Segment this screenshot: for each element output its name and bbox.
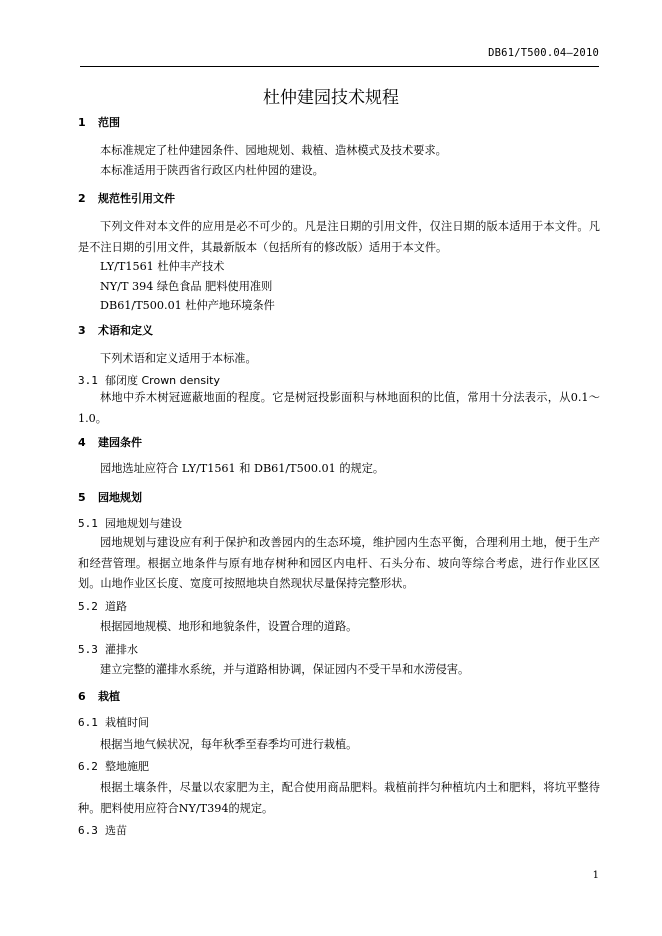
- paragraph: 根据当地气候状况，每年秋季至春季均可进行栽植。: [100, 738, 358, 751]
- subsection-3-1-heading: [78, 372, 220, 388]
- subsection-5-2-heading: [78, 598, 127, 614]
- paragraph: 下列文件对本文件的应用是必不可少的。凡是注日期的引用文件，仅注日期的版本适用于本文件。凡是不注日期的引用文件，其最新版本（包括所有的修改版）适用于本文件。: [78, 220, 600, 254]
- reference-item: NY/T 394 绿色食品 肥料使用准则: [100, 280, 273, 293]
- reference-item: DB61/T500.01 杜仲产地环境条件: [100, 299, 275, 312]
- standard-code: DB61/T500.04—2010: [488, 47, 599, 59]
- section-3-heading: [78, 322, 153, 338]
- subsection-title: 园地规划与建设: [105, 517, 182, 530]
- subsection-title: 选苗: [105, 824, 127, 837]
- subsection-number: 6.2: [78, 760, 98, 773]
- paragraph: 根据土壤条件，尽量以农家肥为主，配合使用商品肥料。栽植前拌匀种植坑内土和肥料，将坑平整待种。肥料使用应符合NY/T394的规定。: [78, 781, 600, 815]
- section-2-heading: [78, 190, 175, 206]
- section-title: 范围: [98, 116, 120, 129]
- subsection-number: 3.1: [78, 374, 98, 387]
- subsection-title: 道路: [105, 600, 127, 613]
- section-title: 术语和定义: [98, 324, 153, 337]
- subsection-number: 5.3: [78, 643, 98, 656]
- subsection-number: 5.1: [78, 517, 98, 530]
- subsection-title: 郁闭度 Crown density: [105, 374, 220, 387]
- section-number: 1: [78, 116, 86, 129]
- section-5-heading: [78, 489, 142, 505]
- section-title: 规范性引用文件: [98, 192, 175, 205]
- paragraph: 建立完整的灌排水系统，并与道路相协调，保证园内不受干旱和水涝侵害。: [100, 663, 470, 676]
- paragraph: 根据园地规模、地形和地貌条件，设置合理的道路。: [100, 620, 358, 633]
- paragraph: 本标准适用于陕西省行政区内杜仲园的建设。: [100, 164, 324, 177]
- subsection-6-3-heading: [78, 822, 127, 838]
- subsection-5-3-heading: [78, 641, 138, 657]
- page-number: 1: [592, 870, 599, 881]
- subsection-6-1-heading: [78, 714, 149, 730]
- section-title: 建园条件: [98, 436, 142, 449]
- section-number: 5: [78, 491, 86, 504]
- subsection-title: 整地施肥: [105, 760, 149, 773]
- subsection-title: 栽植时间: [105, 716, 149, 729]
- paragraph: 园地规划与建设应有利于保护和改善园内的生态环境，维护园内生态平衡，合理利用土地，便于生产和经营管理。根据立地条件与原有地存树种和园区内电杆、石头分布、坡向等综合考虑，进行作业区区划。山地作业区长度、宽度可按照地块自然现状尽量保持完整形状。: [78, 536, 600, 590]
- paragraph: 本标准规定了杜仲建园条件、园地规划、栽植、造林模式及技术要求。: [100, 144, 447, 157]
- subsection-number: 6.1: [78, 716, 98, 729]
- subsection-number: 5.2: [78, 600, 98, 613]
- section-4-heading: [78, 434, 142, 450]
- subsection-number: 6.3: [78, 824, 98, 837]
- section-number: 4: [78, 436, 86, 449]
- section-1-heading: [78, 114, 120, 130]
- section-number: 6: [78, 690, 86, 703]
- section-title: 栽植: [98, 690, 120, 703]
- section-number: 2: [78, 192, 86, 205]
- subsection-5-1-heading: [78, 515, 182, 531]
- section-title: 园地规划: [98, 491, 142, 504]
- header-rule: [80, 66, 599, 67]
- paragraph: 园地选址应符合 LY/T1561 和 DB61/T500.01 的规定。: [100, 462, 385, 475]
- section-number: 3: [78, 324, 86, 337]
- section-6-heading: [78, 688, 120, 704]
- subsection-6-2-heading: [78, 758, 149, 774]
- reference-item: LY/T1561 杜仲丰产技术: [100, 260, 225, 273]
- paragraph: 下列术语和定义适用于本标准。: [100, 352, 257, 365]
- document-title: 杜仲建园技术规程: [263, 88, 399, 108]
- paragraph: 林地中乔木树冠遮蔽地面的程度。它是树冠投影面积与林地面积的比值，常用十分法表示，从0.1～1.0。: [78, 391, 600, 425]
- subsection-title: 灌排水: [105, 643, 138, 656]
